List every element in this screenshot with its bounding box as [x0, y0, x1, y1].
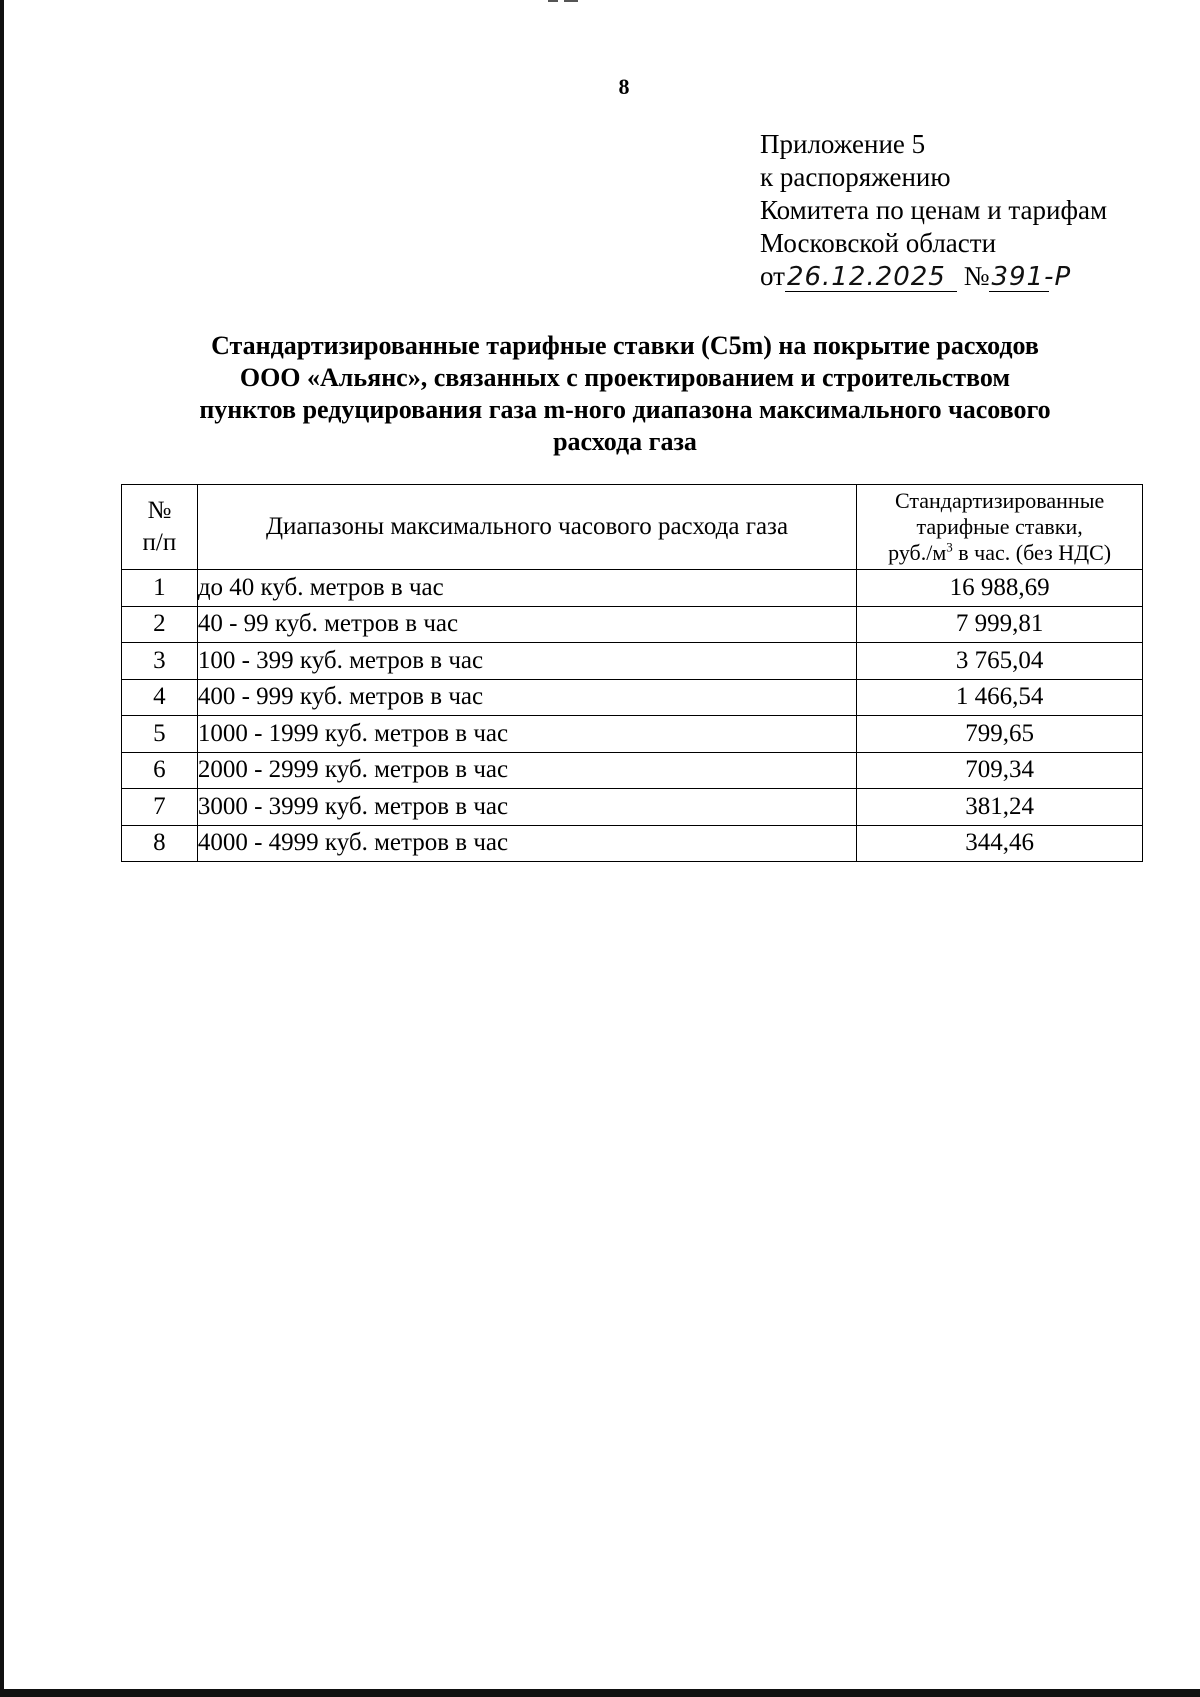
- row-range: 2000 - 2999 куб. метров в час: [197, 752, 856, 789]
- handwritten-number: 391-Р: [991, 262, 1072, 292]
- page-number: 8: [618, 74, 630, 99]
- scan-edge-bottom: [0, 1689, 1200, 1697]
- table-row: [122, 789, 1143, 826]
- table-row: [122, 606, 1143, 643]
- header-rate-line-2: тарифные ставки,: [916, 514, 1083, 539]
- table-row: [122, 825, 1143, 862]
- row-range: 40 - 99 куб. метров в час: [197, 606, 856, 643]
- row-rate: 381,24: [857, 789, 1143, 826]
- row-range: 100 - 399 куб. метров в час: [197, 643, 856, 680]
- header-rate-unit-suffix: в час. (без НДС): [952, 540, 1112, 565]
- table-row: [122, 679, 1143, 716]
- title-line-4: расхода газа: [553, 427, 697, 456]
- header-num-symbol: №: [147, 497, 172, 524]
- approval-date-number: [760, 260, 1107, 293]
- table-row: [122, 643, 1143, 680]
- table-row: [122, 752, 1143, 789]
- row-number: 1: [122, 570, 198, 607]
- row-range: до 40 куб. метров в час: [197, 570, 856, 607]
- header-rate-line-1: Стандартизированные: [894, 488, 1105, 513]
- title-line-1: Стандартизированные тарифные ставки (C5m) на покрытие расходов: [211, 331, 1039, 360]
- row-rate: 7 999,81: [857, 606, 1143, 643]
- row-number: 4: [122, 679, 198, 716]
- scan-edge-left: [0, 0, 4, 1697]
- row-number: 3: [122, 643, 198, 680]
- document-title: [120, 330, 1130, 458]
- date-prefix: от: [760, 261, 785, 291]
- row-rate: 16 988,69: [857, 570, 1143, 607]
- approval-block: [760, 128, 1107, 293]
- table-header-row: [122, 485, 1143, 570]
- header-rate-unit: руб./м: [888, 540, 947, 565]
- title-line-2: ООО «Альянс», связанных с проектированием и строительством: [239, 363, 1011, 392]
- handwritten-date: 26.12.2025: [785, 263, 957, 292]
- approval-line-appendix: Приложение 5: [760, 129, 926, 159]
- row-number: 8: [122, 825, 198, 862]
- tariff-table: [121, 484, 1143, 862]
- approval-line-committee: Комитета по ценам и тарифам: [760, 195, 1108, 225]
- table-row: [122, 570, 1143, 607]
- row-number: 2: [122, 606, 198, 643]
- row-rate: 709,34: [857, 752, 1143, 789]
- scan-artifact-top: [548, 0, 608, 3]
- row-range: 4000 - 4999 куб. метров в час: [197, 825, 856, 862]
- approval-line-region: Московской области: [760, 228, 997, 258]
- row-rate: 3 765,04: [857, 643, 1143, 680]
- row-range: 1000 - 1999 куб. метров в час: [197, 716, 856, 753]
- number-prefix: №: [963, 261, 990, 291]
- row-rate: 1 466,54: [857, 679, 1143, 716]
- header-rate-line-3: [857, 540, 1142, 566]
- header-num: [122, 485, 198, 570]
- header-rate-unit-sup: 3: [946, 539, 953, 555]
- row-number: 7: [122, 789, 198, 826]
- row-range: 3000 - 3999 куб. метров в час: [197, 789, 856, 826]
- header-rate: [857, 485, 1143, 570]
- row-range: 400 - 999 куб. метров в час: [197, 679, 856, 716]
- row-number: 6: [122, 752, 198, 789]
- header-range: Диапазоны максимального часового расхода газа: [197, 485, 856, 570]
- row-rate: 799,65: [857, 716, 1143, 753]
- title-line-3: пунктов редуцирования газа m-ного диапазона максимального часового: [199, 395, 1051, 424]
- table-row: [122, 716, 1143, 753]
- approval-line-order: к распоряжению: [760, 162, 951, 192]
- row-number: 5: [122, 716, 198, 753]
- row-rate: 344,46: [857, 825, 1143, 862]
- header-num-label: п/п: [142, 529, 177, 556]
